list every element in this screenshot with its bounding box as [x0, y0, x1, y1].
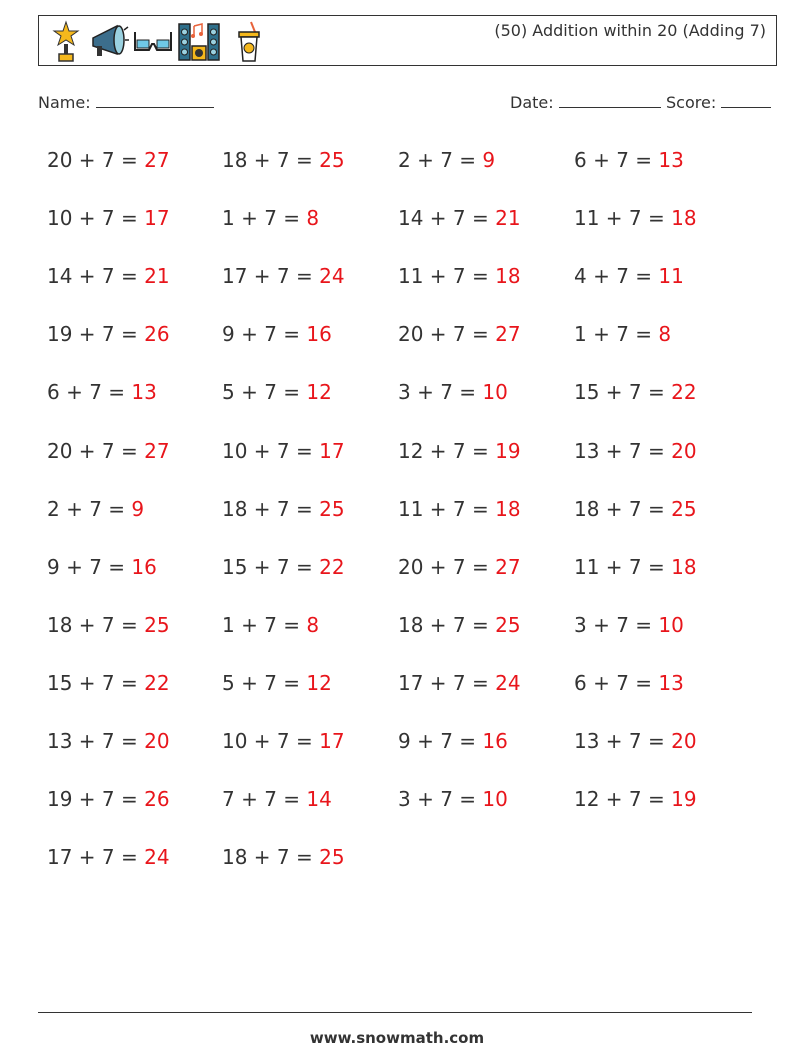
problem-item [398, 497, 521, 521]
problem-question: 18 + 7 = [222, 497, 320, 521]
3d-glasses-icon [133, 20, 173, 64]
worksheet-title: (50) Addition within 20 (Adding 7) [494, 21, 766, 40]
problem-item [222, 729, 345, 753]
name-field[interactable] [38, 93, 214, 112]
problem-answer: 19 [495, 439, 521, 463]
problem-question: 1 + 7 = [574, 322, 659, 346]
problem-item [398, 613, 521, 637]
problem-answer: 12 [306, 380, 332, 404]
problem-item [222, 148, 345, 172]
problem-question: 4 + 7 = [574, 264, 659, 288]
problem-answer: 25 [319, 845, 345, 869]
problem-answer: 24 [144, 845, 170, 869]
problem-question: 1 + 7 = [222, 206, 307, 230]
problem-question: 3 + 7 = [574, 613, 659, 637]
problem-item [222, 206, 319, 230]
problem-answer: 26 [144, 322, 170, 346]
problem-question: 10 + 7 = [47, 206, 145, 230]
problem-item [222, 613, 319, 637]
problem-item [574, 671, 684, 695]
footer-site: www.snowmath.com [309, 1029, 485, 1047]
trophy-icon [51, 20, 81, 64]
problem-item [574, 148, 684, 172]
problem-question: 13 + 7 = [574, 729, 672, 753]
problem-question: 10 + 7 = [222, 729, 320, 753]
problem-question: 17 + 7 = [222, 264, 320, 288]
problem-item [47, 613, 170, 637]
problem-answer: 18 [495, 264, 521, 288]
problem-question: 18 + 7 = [222, 148, 320, 172]
problem-question: 14 + 7 = [398, 206, 496, 230]
problem-answer: 19 [671, 787, 697, 811]
problem-item [47, 497, 144, 521]
megaphone-icon [89, 20, 129, 64]
problem-answer: 21 [495, 206, 521, 230]
problem-answer: 18 [495, 497, 521, 521]
problem-item [47, 322, 170, 346]
problem-question: 3 + 7 = [398, 787, 483, 811]
problem-item [574, 555, 697, 579]
problem-answer: 13 [658, 671, 684, 695]
problem-item [398, 148, 495, 172]
problem-item [398, 555, 521, 579]
problem-item [574, 497, 697, 521]
problem-item [398, 729, 508, 753]
problem-item [398, 787, 508, 811]
problem-answer: 18 [671, 206, 697, 230]
problem-item [47, 264, 170, 288]
problem-answer: 16 [131, 555, 157, 579]
date-label: Date: [510, 93, 554, 112]
problem-question: 1 + 7 = [222, 613, 307, 637]
problem-question: 6 + 7 = [574, 671, 659, 695]
problem-item [47, 787, 170, 811]
problem-question: 20 + 7 = [398, 555, 496, 579]
footer-divider [38, 1012, 752, 1013]
problem-item [222, 845, 345, 869]
problem-question: 6 + 7 = [47, 380, 132, 404]
name-label: Name: [38, 93, 91, 112]
name-blank[interactable] [96, 93, 214, 108]
problem-item [398, 206, 521, 230]
problem-answer: 10 [482, 787, 508, 811]
problem-question: 9 + 7 = [47, 555, 132, 579]
problem-answer: 14 [306, 787, 332, 811]
problem-answer: 13 [131, 380, 157, 404]
worksheet-header [38, 15, 777, 66]
problem-answer: 27 [495, 555, 521, 579]
problem-question: 14 + 7 = [47, 264, 145, 288]
problem-answer: 17 [319, 729, 345, 753]
problem-answer: 17 [319, 439, 345, 463]
problem-item [47, 671, 170, 695]
problem-answer: 17 [144, 206, 170, 230]
problem-question: 13 + 7 = [47, 729, 145, 753]
problem-answer: 24 [495, 671, 521, 695]
problem-answer: 27 [144, 439, 170, 463]
problem-answer: 25 [495, 613, 521, 637]
problem-question: 12 + 7 = [574, 787, 672, 811]
score-label: Score: [666, 93, 717, 112]
problem-item [222, 439, 345, 463]
problem-item [574, 439, 697, 463]
problem-question: 18 + 7 = [47, 613, 145, 637]
problem-answer: 9 [482, 148, 496, 172]
problem-answer: 25 [319, 148, 345, 172]
problem-item [47, 148, 170, 172]
problem-item [398, 264, 521, 288]
problem-question: 13 + 7 = [574, 439, 672, 463]
speakers-icon [177, 20, 221, 64]
problem-item [574, 380, 697, 404]
problem-question: 19 + 7 = [47, 322, 145, 346]
problem-answer: 20 [144, 729, 170, 753]
problem-answer: 22 [319, 555, 345, 579]
date-field[interactable] [510, 93, 661, 112]
score-blank[interactable] [721, 93, 771, 108]
problem-answer: 8 [658, 322, 672, 346]
problem-item [47, 729, 170, 753]
problem-item [398, 380, 508, 404]
problem-question: 18 + 7 = [398, 613, 496, 637]
problem-item [222, 322, 332, 346]
problem-answer: 10 [658, 613, 684, 637]
problem-answer: 21 [144, 264, 170, 288]
problem-answer: 25 [319, 497, 345, 521]
problem-answer: 16 [482, 729, 508, 753]
problem-question: 20 + 7 = [398, 322, 496, 346]
problem-question: 17 + 7 = [398, 671, 496, 695]
problem-answer: 11 [658, 264, 684, 288]
problem-question: 19 + 7 = [47, 787, 145, 811]
problem-answer: 13 [658, 148, 684, 172]
problem-question: 11 + 7 = [398, 497, 496, 521]
problem-item [222, 787, 332, 811]
problem-item [574, 206, 697, 230]
problem-question: 7 + 7 = [222, 787, 307, 811]
problem-question: 11 + 7 = [574, 206, 672, 230]
problem-question: 15 + 7 = [574, 380, 672, 404]
problem-question: 2 + 7 = [398, 148, 483, 172]
score-field[interactable] [666, 93, 771, 112]
problem-answer: 10 [482, 380, 508, 404]
problem-item [574, 613, 684, 637]
problem-item [398, 671, 521, 695]
problem-item [398, 439, 521, 463]
problem-question: 11 + 7 = [574, 555, 672, 579]
problem-item [574, 264, 684, 288]
problem-question: 11 + 7 = [398, 264, 496, 288]
problem-question: 20 + 7 = [47, 439, 145, 463]
problem-item [398, 322, 521, 346]
problem-item [222, 264, 345, 288]
soda-cup-icon [235, 20, 263, 64]
problem-question: 12 + 7 = [398, 439, 496, 463]
problem-item [47, 845, 170, 869]
problem-item [574, 787, 697, 811]
problem-answer: 22 [671, 380, 697, 404]
problem-answer: 24 [319, 264, 345, 288]
problem-answer: 18 [671, 555, 697, 579]
problem-item [222, 671, 332, 695]
problem-answer: 25 [144, 613, 170, 637]
problem-question: 9 + 7 = [222, 322, 307, 346]
problem-question: 10 + 7 = [222, 439, 320, 463]
problem-answer: 8 [306, 613, 320, 637]
problem-question: 20 + 7 = [47, 148, 145, 172]
problem-answer: 25 [671, 497, 697, 521]
problem-answer: 8 [306, 206, 320, 230]
problem-item [47, 206, 170, 230]
problem-item [574, 729, 697, 753]
problem-answer: 27 [495, 322, 521, 346]
problem-question: 6 + 7 = [574, 148, 659, 172]
problem-item [47, 439, 170, 463]
problem-question: 18 + 7 = [574, 497, 672, 521]
problem-answer: 27 [144, 148, 170, 172]
problem-answer: 20 [671, 439, 697, 463]
problem-question: 17 + 7 = [47, 845, 145, 869]
problem-question: 3 + 7 = [398, 380, 483, 404]
problem-answer: 26 [144, 787, 170, 811]
problem-question: 15 + 7 = [222, 555, 320, 579]
problem-answer: 22 [144, 671, 170, 695]
problem-answer: 9 [131, 497, 145, 521]
problem-item [574, 322, 671, 346]
problem-answer: 12 [306, 671, 332, 695]
problem-question: 15 + 7 = [47, 671, 145, 695]
date-blank[interactable] [559, 93, 661, 108]
problem-item [222, 555, 345, 579]
problem-question: 2 + 7 = [47, 497, 132, 521]
problem-question: 5 + 7 = [222, 671, 307, 695]
problem-question: 5 + 7 = [222, 380, 307, 404]
problem-answer: 16 [306, 322, 332, 346]
problem-question: 18 + 7 = [222, 845, 320, 869]
problem-question: 9 + 7 = [398, 729, 483, 753]
problem-answer: 20 [671, 729, 697, 753]
problem-item [47, 380, 157, 404]
problem-item [47, 555, 157, 579]
problem-item [222, 497, 345, 521]
problem-item [222, 380, 332, 404]
